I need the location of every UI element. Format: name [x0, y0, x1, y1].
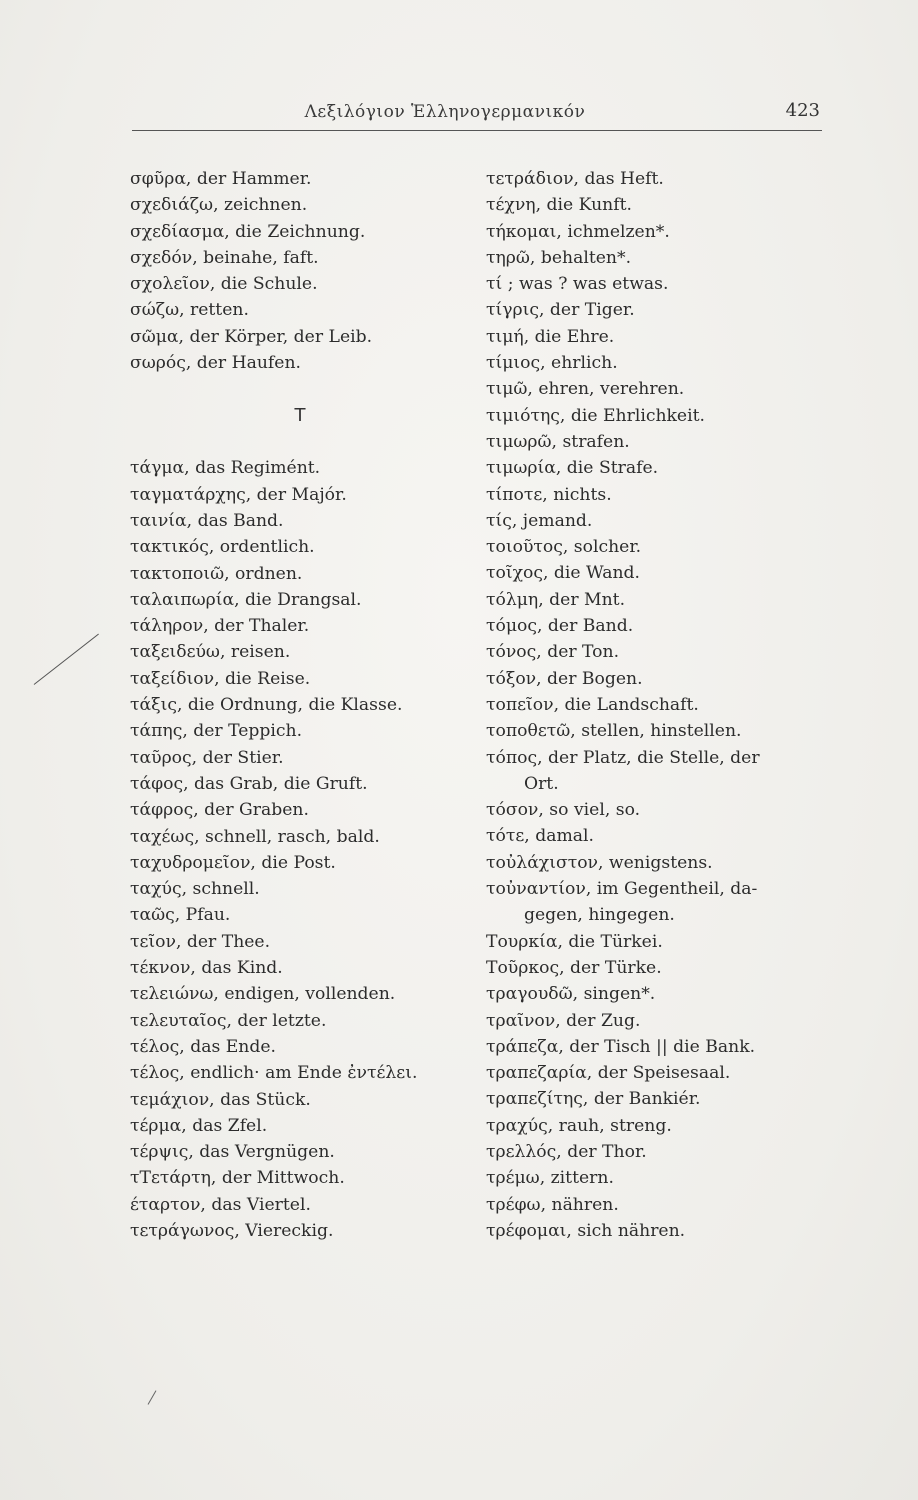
- dictionary-entry: τέλος, endlich· am Ende ἐντέλει.: [130, 1063, 418, 1084]
- dictionary-entry: τόμος, der Band.: [486, 616, 634, 637]
- dictionary-entry: τοὐλάχιστον, wenigstens.: [486, 852, 713, 873]
- dictionary-entry: τεῖον, der Thee.: [130, 931, 271, 952]
- dictionary-entry: τΤετάρτη, der Mittwoch.: [130, 1168, 345, 1189]
- dictionary-entry: ταγματάρχης, der Majór.: [130, 484, 347, 505]
- dictionary-entry: τρελλός, der Thor.: [486, 1141, 647, 1162]
- dictionary-entry: τρέμω, zittern.: [486, 1168, 614, 1189]
- dictionary-entry: τιμωρία, die Strafe.: [486, 458, 659, 479]
- dictionary-entry: τάξις, die Ordnung, die Klasse.: [130, 695, 403, 716]
- dictionary-entry: τοποθετῶ, stellen, hinstellen.: [486, 721, 742, 742]
- dictionary-entry: ταχύς, schnell.: [130, 879, 260, 900]
- dictionary-entry: ταξείδιον, die Reise.: [130, 668, 311, 689]
- dictionary-entry: τέκνον, das Kind.: [130, 958, 283, 979]
- dictionary-entry: σχολεῖον, die Schule.: [130, 274, 318, 295]
- dictionary-entry: ταῦρος, der Stier.: [130, 747, 284, 768]
- dictionary-entry: ταξειδεύω, reisen.: [130, 642, 291, 663]
- dictionary-entry: ταῶς, Pfau.: [130, 905, 231, 926]
- dictionary-entry: τάφρος, der Graben.: [130, 800, 309, 821]
- page-number: 423: [785, 100, 820, 121]
- dictionary-entry: τέρμα, das Zfel.: [130, 1115, 268, 1136]
- dictionary-entry: τέλος, das Ende.: [130, 1036, 276, 1057]
- dictionary-entry: Τοῦρκος, der Türke.: [486, 957, 662, 978]
- dictionary-entry: τραπεζαρία, der Speisesaal.: [486, 1063, 731, 1084]
- dictionary-entry: τίποτε, nichts.: [486, 484, 612, 505]
- dictionary-entry: τηρῶ, behalten*.: [486, 247, 632, 268]
- dictionary-entry: ταινία, das Band.: [130, 510, 284, 531]
- dictionary-entry: τοὐναντίον, im Gegentheil, da-: [486, 879, 758, 900]
- dictionary-entry: τετράδιον, das Heft.: [486, 169, 664, 189]
- dictionary-entry: σῶμα, der Körper, der Leib.: [130, 326, 373, 347]
- dictionary-entry: σώζω, retten.: [130, 300, 249, 321]
- running-header: [130, 96, 820, 130]
- dictionary-entry: τιμωρῶ, strafen.: [486, 431, 630, 452]
- dictionary-entry: τρέφομαι, sich nähren.: [486, 1220, 686, 1241]
- dictionary-entry: τιμή, die Ehre.: [486, 326, 615, 347]
- dictionary-entry: σχεδιάζω, zeichnen.: [130, 195, 308, 216]
- dictionary-entry: τέρψις, das Vergnügen.: [130, 1142, 335, 1163]
- left-column: [130, 166, 490, 1244]
- dictionary-entry: τίμιος, ehrlich.: [486, 353, 618, 374]
- dictionary-entry: τεμάχιον, das Stück.: [130, 1089, 311, 1110]
- dictionary-entry: τραῖνον, der Zug.: [486, 1010, 641, 1031]
- header-rule: [132, 130, 822, 131]
- right-column: [486, 166, 831, 1244]
- dictionary-entry: τραπεζίτης, der Bankiér.: [486, 1089, 701, 1110]
- dictionary-entry: τιμιότης, die Ehrlichkeit.: [486, 405, 705, 426]
- dictionary-entry: τραγουδῶ, singen*.: [486, 984, 656, 1005]
- dictionary-entry: τραχύς, rauh, streng.: [486, 1115, 672, 1136]
- dictionary-entry: τάληρον, der Thaler.: [130, 616, 310, 637]
- dictionary-entry: τάγμα, das Regimént.: [130, 458, 321, 479]
- dictionary-entry: έταρτον, das Viertel.: [130, 1194, 311, 1215]
- dictionary-entry: σωρός, der Haufen.: [130, 353, 301, 374]
- dictionary-entry: τίγρις, der Tiger.: [486, 300, 635, 321]
- section-letter: Τ: [294, 405, 306, 427]
- dictionary-entry: σχεδόν, beinahe, faft.: [130, 247, 319, 268]
- dictionary-entry: ταχυδρομεῖον, die Post.: [130, 852, 336, 873]
- dictionary-entry: τοπεῖον, die Landschaft.: [486, 694, 699, 715]
- header-title: Λεξιλόγιον Ἑλληνογερμανικόν: [304, 102, 586, 122]
- dictionary-entry: ταλαιπωρία, die Drangsal.: [130, 589, 362, 610]
- margin-pencil-line: [34, 634, 99, 685]
- dictionary-entry: ταχέως, schnell, rasch, bald.: [130, 826, 380, 847]
- dictionary-entry: gegen, hingegen.: [524, 905, 675, 926]
- dictionary-entry: τότε, damal.: [486, 826, 594, 847]
- dictionary-entry: τελειώνω, endigen, vollenden.: [130, 984, 396, 1005]
- dictionary-entry: τράπεζα, der Tisch || die Bank.: [486, 1036, 756, 1057]
- margin-pencil-tick: [148, 1390, 157, 1404]
- dictionary-entry: τελευταῖος, der letzte.: [130, 1010, 327, 1031]
- dictionary-entry: Τουρκία, die Türkei.: [486, 931, 663, 952]
- dictionary-entry: τάπης, der Teppich.: [130, 721, 303, 742]
- dictionary-entry: τόλμη, der Mnt.: [486, 589, 626, 610]
- dictionary-entry: τέχνη, die Kunft.: [486, 195, 632, 216]
- dictionary-entry: τόξον, der Bogen.: [486, 668, 643, 689]
- dictionary-entry: σχεδίασμα, die Zeichnung.: [130, 221, 366, 242]
- dictionary-entry: σφῦρα, der Hammer.: [130, 169, 312, 189]
- dictionary-entry: τοιοῦτος, solcher.: [486, 537, 642, 558]
- dictionary-entry: τόσον, so viel, so.: [486, 800, 641, 821]
- dictionary-entry: τόπος, der Platz, die Stelle, der: [486, 747, 760, 768]
- dictionary-entry: Ort.: [524, 773, 559, 794]
- dictionary-entry: τρέφω, nähren.: [486, 1194, 619, 1215]
- dictionary-entry: τετράγωνος, Viereckig.: [130, 1220, 334, 1241]
- dictionary-entry: τόνος, der Ton.: [486, 642, 620, 663]
- dictionary-entry: τί ; was ? was etwas.: [486, 274, 669, 295]
- dictionary-entry: τάφος, das Grab, die Gruft.: [130, 773, 368, 794]
- dictionary-entry: τακτοποιῶ, ordnen.: [130, 563, 303, 584]
- dictionary-entry: τιμῶ, ehren, verehren.: [486, 379, 685, 400]
- dictionary-entry: τήκομαι, ichmelzen*.: [486, 221, 670, 242]
- dictionary-entry: τίς, jemand.: [486, 510, 593, 531]
- dictionary-entry: τοῖχος, die Wand.: [486, 563, 640, 584]
- dictionary-entry: τακτικός, ordentlich.: [130, 537, 315, 558]
